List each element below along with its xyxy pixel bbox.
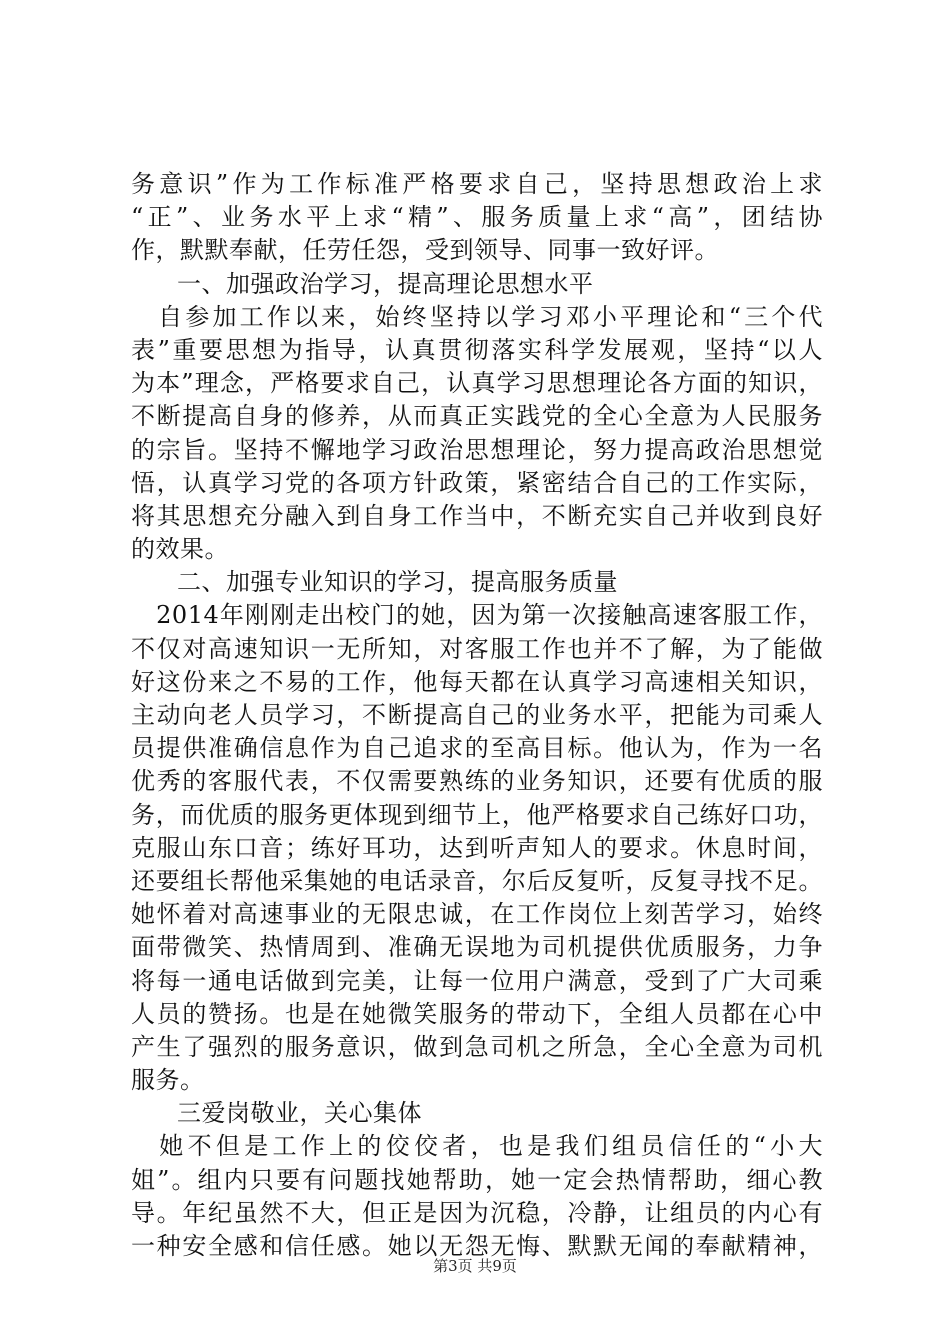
page-footer: 第3页 共9页 <box>433 1257 517 1275</box>
text-line: 2014年刚刚走出校门的她，因为第一次接触高速客服工作， <box>131 601 823 630</box>
text-line: 表”重要思想为指导，认真贯彻落实科学发展观，坚持“以人 <box>131 335 823 364</box>
text-line: 她怀着对高速事业的无限忠诚，在工作岗位上刻苦学习，始终 <box>131 900 823 929</box>
text-line: 优秀的客服代表，不仅需要熟练的业务知识，还要有优质的服 <box>131 767 823 796</box>
text-line: 不仅对高速知识一无所知，对客服工作也并不了解，为了能做 <box>131 634 823 663</box>
text-line: “正”、业务水平上求“精”、服务质量上求“高”，团结协 <box>131 203 823 232</box>
text-line: 一种安全感和信任感。她以无怨无悔、默默无闻的奉献精神， <box>131 1232 823 1260</box>
text-line: 姐”。组内只要有问题找她帮助，她一定会热情帮助，细心教 <box>131 1165 823 1194</box>
text-line: 好这份来之不易的工作，他每天都在认真学习高速相关知识， <box>131 667 823 696</box>
text-line: 作，默默奉献，任劳任怨，受到领导、同事一致好评。 <box>131 236 719 265</box>
section-heading: 二、加强专业知识的学习，提高服务质量 <box>177 568 618 597</box>
section-heading: 三爱岗敬业，关心集体 <box>177 1099 422 1128</box>
text-line: 克服山东口音；练好耳功，达到听声知人的要求。休息时间， <box>131 833 823 862</box>
text-line: 面带微笑、热情周到、准确无误地为司机提供优质服务，力争 <box>131 933 823 962</box>
document-body <box>131 168 823 1263</box>
text-line: 导。年纪虽然不大，但正是因为沉稳，冷静，让组员的内心有 <box>131 1198 823 1227</box>
text-line: 的宗旨。坚持不懈地学习政治思想理论，努力提高政治思想觉 <box>131 435 823 464</box>
text-line: 务意识”作为工作标准严格要求自己，坚持思想政治上求 <box>131 170 823 198</box>
text-line: 不断提高自身的修养，从而真正实践党的全心全意为人民服务 <box>131 402 823 431</box>
text-line: 服务。 <box>131 1066 205 1095</box>
section-heading: 一、加强政治学习，提高理论思想水平 <box>177 269 594 298</box>
text-line: 为本”理念，严格要求自己，认真学习思想理论各方面的知识， <box>131 369 823 398</box>
text-line: 将每一通电话做到完美，让每一位用户满意，受到了广大司乘 <box>131 966 823 995</box>
text-line: 产生了强烈的服务意识，做到急司机之所急，全心全意为司机 <box>131 1032 823 1061</box>
text-line: 还要组长帮他采集她的电话录音，尔后反复听，反复寻找不足。 <box>131 866 823 895</box>
text-line: 将其思想充分融入到自身工作当中，不断充实自己并收到良好 <box>131 501 823 530</box>
text-line: 悟，认真学习党的各项方针政策，紧密结合自己的工作实际， <box>131 468 823 497</box>
text-line: 主动向老人员学习，不断提高自己的业务水平，把能为司乘人 <box>131 701 823 729</box>
text-line: 务，而优质的服务更体现到细节上，他严格要求自己练好口功， <box>131 800 823 829</box>
text-line: 人员的赞扬。也是在她微笑服务的带动下，全组人员都在心中 <box>131 999 823 1028</box>
text-line: 的效果。 <box>131 535 229 564</box>
text-line: 她不但是工作上的佼佼者，也是我们组员信任的“小大 <box>131 1132 823 1161</box>
text-line: 自参加工作以来，始终坚持以学习邓小平理论和“三个代 <box>131 302 823 331</box>
text-line: 员提供准确信息作为自己追求的至高目标。他认为，作为一名 <box>131 734 823 763</box>
